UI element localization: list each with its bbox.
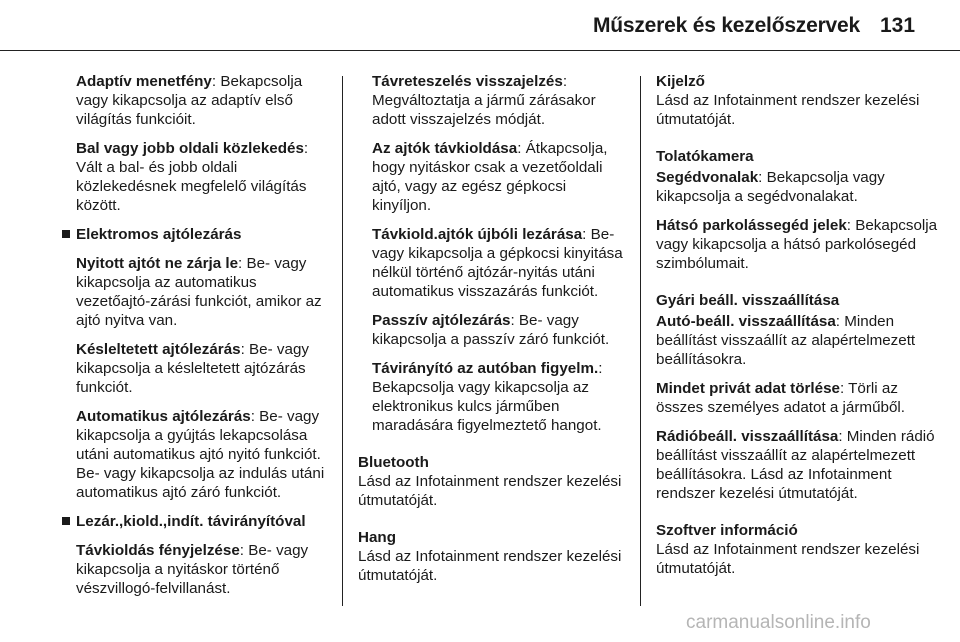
term: Autó-beáll. visszaállítása — [656, 313, 836, 330]
description: : Átkapcsolja, hogy nyitáskor csak a vezetőoldali ajtó, vagy az egész gépkocsi kinyíljon. — [372, 140, 608, 214]
description: : Megváltoztatja a jármű zárásakor adott visszajelzés módját. — [372, 73, 596, 128]
paragraph-relock — [358, 225, 628, 301]
section-heading-factory-reset: Gyári beáll. visszaállítása — [656, 292, 840, 309]
term: Bal vagy jobb oldali közlekedés — [76, 140, 304, 157]
section-text-display: Lásd az Infotainment rendszer kezelési útmutatóját. — [656, 92, 920, 128]
description: : Törli az összes személyes adatot a járműből. — [656, 380, 906, 416]
paragraph-park-assist-symbols — [656, 216, 946, 273]
section-heading-display: Kijelző — [656, 73, 705, 90]
term: Adaptív menetfény — [76, 73, 212, 90]
paragraph-guidelines — [656, 168, 946, 206]
description: : Minden beállítást visszaállít az alapértelmezett beállításokra. — [656, 313, 916, 368]
term: Automatikus ajtólezárás — [76, 408, 251, 425]
description: : Minden rádió beállítást visszaállít az alapértelmezett beállításokra. Lásd az Infotainment rendszer kezelési útmutatóját. — [656, 428, 935, 502]
term: Távkiold.ajtók újbóli lezárása — [372, 226, 583, 243]
description: : Be- vagy kikapcsolja a passzív záró funkciót. — [372, 312, 610, 348]
description: : Be- vagy kikapcsolja a gyújtás lekapcsolása utáni automatikus ajtó nyitó funkciót. Be- vagy kikapcsolja az indulás utáni automatikus ajtó záró funkciót. — [76, 408, 325, 501]
description: : Vált a bal- és jobb oldali közlekedésnek megfelelő világítás között. — [76, 140, 309, 214]
term: Az ajtók távkioldása — [372, 140, 518, 157]
paragraph-clear-private-data — [656, 379, 946, 417]
square-bullet-icon — [62, 517, 70, 525]
term: Távkioldás fényjelzése — [76, 542, 240, 559]
paragraph-traffic-side — [62, 139, 332, 215]
section-heading-sound: Hang — [358, 529, 396, 546]
term: Hátsó parkolássegéd jelek — [656, 217, 847, 234]
column-2 — [358, 72, 628, 603]
section-heading-bluetooth: Bluetooth — [358, 454, 429, 471]
paragraph-passive-lock — [358, 311, 628, 349]
header-divider — [0, 50, 960, 51]
term: Segédvonalak — [656, 169, 759, 186]
term: Rádióbeáll. visszaállítása — [656, 428, 839, 445]
paragraph-remote-lock-feedback — [358, 72, 628, 129]
description: : Be- vagy kikapcsolja a késleltetett ajtózárás funkciót. — [76, 341, 309, 396]
paragraph-open-door-lock — [62, 254, 332, 330]
section-text-software-info: Lásd az Infotainment rendszer kezelési útmutatóját. — [656, 541, 920, 577]
description: : Be- vagy kikapcsolja az automatikus vezetőajtó-zárási funkciót, amikor az ajtó nyitva van. — [76, 255, 322, 329]
column-1 — [62, 72, 332, 608]
description: : Bekapcsolja vagy kikapcsolja az elektronikus kulcs járműben maradására figyelmeztető hangot. — [372, 360, 603, 434]
column-divider-1 — [342, 76, 343, 606]
paragraph-remote-unlock-light — [62, 541, 332, 598]
term: Távreteszelés visszajelzés — [372, 73, 563, 90]
square-bullet-icon — [62, 230, 70, 238]
paragraph-auto-lock — [62, 407, 332, 502]
paragraph-key-reminder — [358, 359, 628, 435]
paragraph-remote-door-unlock — [358, 139, 628, 215]
column-divider-2 — [640, 76, 641, 606]
paragraph-car-settings-reset — [656, 312, 946, 369]
column-3 — [656, 72, 946, 596]
section-text-bluetooth: Lásd az Infotainment rendszer kezelési útmutatóját. — [358, 473, 622, 509]
paragraph-radio-reset — [656, 427, 946, 503]
bullet-heading-door-locking: Elektromos ajtólezárás — [62, 225, 332, 244]
page-number: 131 — [880, 14, 916, 37]
term: Távirányító az autóban figyelm. — [372, 360, 599, 377]
page-title: Műszerek és kezelőszervek — [592, 14, 860, 37]
description: : Bekapcsolja vagy kikapcsolja a segédvonalakat. — [656, 169, 885, 205]
term: Nyitott ajtót ne zárja le — [76, 255, 239, 272]
term: Késleltetett ajtólezárás — [76, 341, 241, 358]
paragraph-delayed-lock — [62, 340, 332, 397]
bullet-heading-remote: Lezár.,kiold.,indít. távirányítóval — [62, 512, 332, 531]
paragraph-adaptive-light — [62, 72, 332, 129]
description: : Bekapcsolja vagy kikapcsolja a hátsó parkolósegéd szimbólumait. — [656, 217, 938, 272]
section-heading-rear-camera: Tolatókamera — [656, 148, 754, 165]
watermark-text: carmanualsonline.info — [686, 612, 871, 633]
description: : Be- vagy kikapcsolja a nyitáskor történő vészvillogó-felvillanást. — [76, 542, 309, 597]
description: : Be- vagy kikapcsolja a gépkocsi kinyitása nélkül történő ajtózár-nyitás utáni automatikus visszazárás funkciót. — [372, 226, 623, 300]
section-text-sound: Lásd az Infotainment rendszer kezelési útmutatóját. — [358, 548, 622, 584]
term: Mindet privát adat törlése — [656, 380, 840, 397]
term: Passzív ajtólezárás — [372, 312, 511, 329]
description: : Bekapcsolja vagy kikapcsolja az adaptív első világítás funkcióit. — [76, 73, 303, 128]
section-heading-software-info: Szoftver információ — [656, 522, 798, 539]
